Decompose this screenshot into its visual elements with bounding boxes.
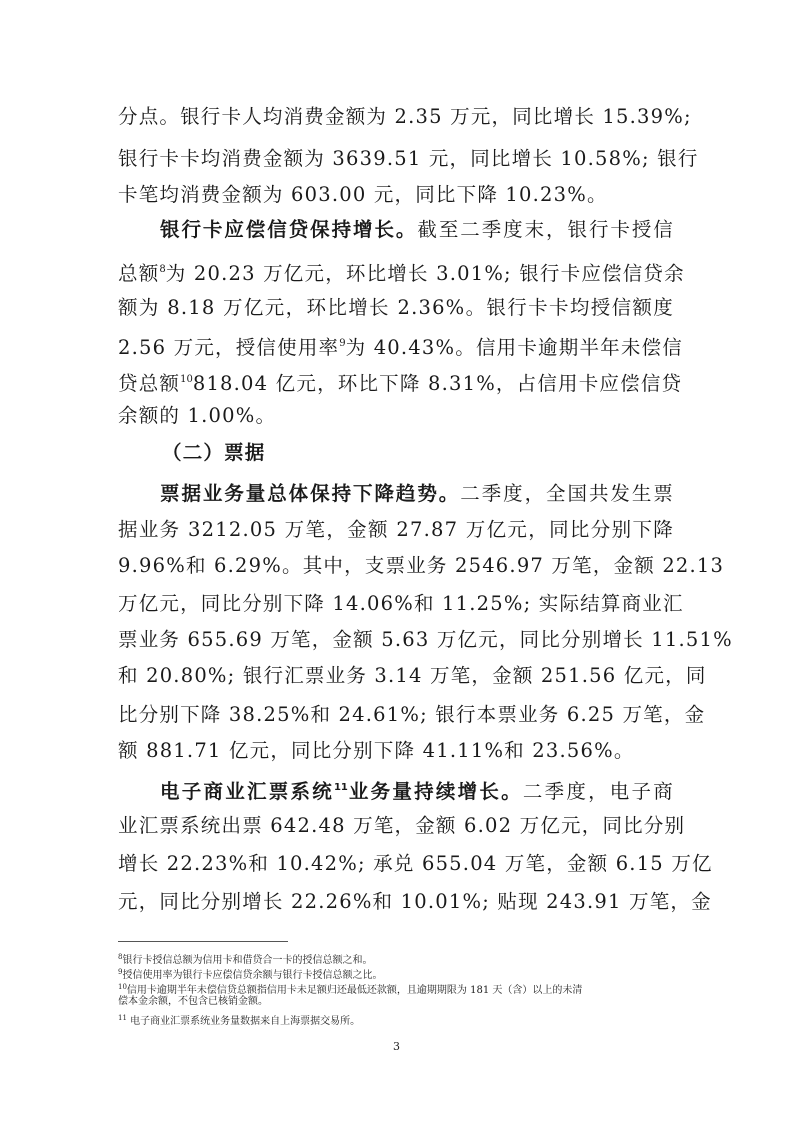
body-text: 总额: [118, 262, 160, 285]
footnote-ref: 9: [339, 338, 346, 349]
page-number: 3: [393, 1040, 400, 1053]
paragraph-first-line: [160, 481, 674, 507]
body-text: 截至二季度末，银行卡授信: [417, 218, 674, 241]
body-line: 和 20.80%; 银行汇票业务 3.14 万笔，金额 251.56 亿元，同: [118, 664, 707, 687]
footnote-number: 8: [118, 953, 123, 961]
body-line: [118, 367, 683, 397]
body-text: 二季度，全国共发生票: [460, 482, 674, 505]
paragraph-heading: 票据业务量总体保持下降趋势。: [160, 482, 461, 505]
body-line: 增长 22.23%和 10.42%; 承兑 655.04 万笔，金额 6.15 万亿: [118, 852, 713, 875]
body-text: 2.56 万元，授信使用率: [118, 336, 340, 359]
paragraph-first-line: [160, 775, 674, 805]
footnote-text: 银行卡授信总额为信用卡和借贷合一卡的授信总额之和。: [122, 955, 373, 966]
body-line: 余额的 1.00%。: [118, 404, 277, 427]
paragraph-heading: 银行卡应偿信贷保持增长。: [160, 218, 418, 241]
body-text: 818.04 亿元，环比下降 8.31%，占信用卡应偿信贷: [192, 372, 683, 395]
footnote: [118, 1011, 674, 1029]
body-line: [118, 257, 685, 287]
body-text: 贷总额: [118, 372, 181, 395]
body-line: [118, 331, 683, 361]
footnote-ref: 11: [333, 782, 348, 793]
body-line: 万亿元，同比分别下降 14.06%和 11.25%; 实际结算商业汇: [118, 592, 684, 615]
footnote-ref: 10: [180, 374, 193, 385]
body-line: 元，同比分别增长 22.26%和 10.01%; 贴现 243.91 万笔，金: [118, 890, 712, 913]
footnote-number: 11: [118, 1014, 127, 1022]
footnote-number: 9: [118, 968, 123, 976]
footnote-text: 电子商业汇票系统业务量数据来自上海票据交易所。: [126, 1016, 361, 1027]
body-line: 额 881.71 亿元，同比分别下降 41.11%和 23.56%。: [118, 739, 635, 762]
body-line: 据业务 3212.05 万笔，金额 27.87 万亿元，同比分别下降: [118, 518, 674, 541]
footnote-text: 信用卡逾期半年未偿信贷总额指信用卡未足额归还最低还款额，且逾期期限为 181 天（含）以上的未清: [126, 985, 583, 996]
body-line: 票业务 655.69 万笔，金额 5.63 万亿元，同比分别增长 11.51%: [118, 628, 733, 651]
paragraph-heading: 电子商业汇票系统$^{11}$业务量持续增长。: [160, 780, 523, 803]
footnote-separator: [118, 941, 288, 942]
footnote-text: 偿本金余额，不包含已核销金额。: [118, 996, 268, 1007]
footnote-text: 授信使用率为银行卡应偿信贷余额与银行卡授信总额之比。: [122, 970, 383, 981]
footnote-continuation: [118, 995, 674, 1009]
section-heading: （二）票据: [162, 441, 266, 464]
footnote-number: 10: [118, 983, 127, 991]
body-line: 额为 8.18 万亿元，环比增长 2.36%。银行卡卡均授信额度: [118, 296, 674, 319]
body-text: 为 40.43%。信用卡逾期半年未偿信: [345, 336, 683, 359]
body-text: 二季度，电子商: [522, 780, 674, 803]
body-line: 业汇票系统出票 642.48 万笔，金额 6.02 万亿元，同比分别: [118, 814, 686, 837]
body-line: 卡笔均消费金额为 603.00 元，同比下降 10.23%。: [118, 183, 608, 206]
body-line: 银行卡卡均消费金额为 3639.51 元，同比增长 10.58%; 银行: [118, 147, 699, 170]
body-line: 比分别下降 38.25%和 24.61%; 银行本票业务 6.25 万笔，金: [118, 703, 706, 726]
footnote-ref: 8: [159, 264, 166, 275]
paragraph-first-line: [160, 217, 674, 243]
body-line: 分点。银行卡人均消费金额为 2.35 万元，同比增长 15.39%;: [118, 105, 692, 128]
body-line: 9.96%和 6.29%。其中，支票业务 2546.97 万笔，金额 22.13: [118, 554, 725, 577]
body-text: 为 20.23 万亿元，环比增长 3.01%; 银行卡应偿信贷余: [165, 262, 685, 285]
